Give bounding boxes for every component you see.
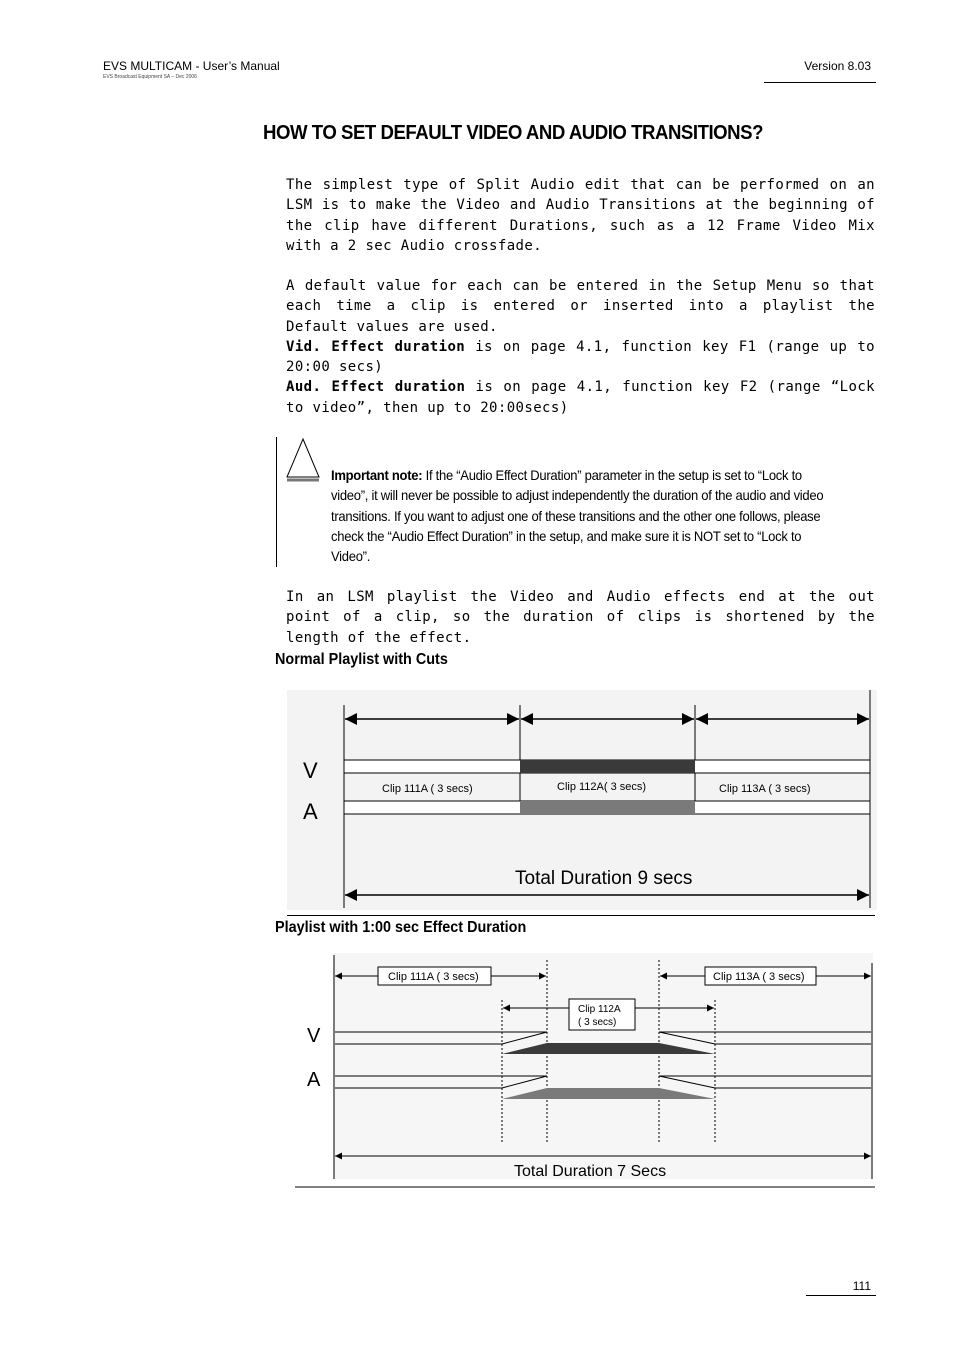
version-label: Version 8.03 [804, 59, 871, 73]
page-number: 111 [852, 1279, 871, 1293]
clip-112a-label: Clip 112A( 3 secs) [557, 781, 647, 793]
paragraph-defaults [286, 276, 875, 418]
audio-bar-clip112 [520, 801, 695, 814]
a-label-2: A [307, 1069, 321, 1091]
aud-effect-text: is on page 4.1, function key F2 (range “Lock to video”, then up to 20:00secs) [286, 379, 875, 416]
video-bar-clip112 [520, 760, 695, 773]
note-label: Important note: [331, 467, 423, 483]
note-body: If the “Audio Effect Duration” parameter in the setup is set to “Lock to video”, it will never be possible to adjust independently the duration of the audio and video transitions. If you want to adjust one of these transitions and the other one follows, please check the “Audio Effect Duration” in the setup, and make sure it is NOT set to “Lock to Video”. [331, 467, 824, 565]
clip-113a-label: Clip 113A ( 3 secs) [719, 783, 811, 795]
defaults-intro: A default value for each can be entered in the Setup Menu so that each time a clip is entered or inserted into a playlist the Default values are used. [286, 278, 875, 335]
important-note [331, 465, 838, 566]
vid-effect-text: is on page 4.1, function key F1 (range up to 20:00 secs) [286, 338, 876, 376]
header-rule [764, 82, 876, 83]
v-label: V [303, 758, 318, 783]
clip-112a-duration-2: ( 3 secs) [578, 1017, 617, 1028]
v-label-2: V [307, 1025, 321, 1047]
warning-triangle-icon [284, 437, 322, 483]
footer-rule [806, 1295, 876, 1296]
figure1-title: Normal Playlist with Cuts [275, 651, 448, 668]
figure-effect-playlist [295, 945, 875, 1188]
manual-title: EVS MULTICAM - User’s Manual [103, 59, 280, 73]
clip-113a-label-2: Clip 113A ( 3 secs) [713, 971, 805, 983]
clip-111a-label: Clip 111A ( 3 secs) [382, 783, 473, 795]
figure1-bottom-rule [287, 915, 875, 916]
aud-effect-label: Aud. Effect duration [286, 379, 466, 396]
company-line: EVS Broadcast Equipment SA – Dec 2006 [103, 74, 197, 80]
total-duration-label: Total Duration 9 secs [515, 868, 693, 889]
figure-normal-playlist [287, 690, 877, 910]
figure2-title: Playlist with 1:00 sec Effect Duration [275, 919, 527, 936]
vid-effect-label: Vid. Effect duration [286, 338, 466, 355]
paragraph-intro: The simplest type of Split Audio edit that can be performed on an LSM is to make the Video and Audio Transitions at the beginning of the clip have different Durations, such as a 12 Frame Video Mix with a 2 sec Audio crossfade. [286, 177, 875, 254]
note-side-rule [276, 437, 277, 567]
clip-112a-label-2: Clip 112A [578, 1004, 621, 1015]
paragraph-effects-end: In an LSM playlist the Video and Audio effects end at the out point of a clip, so the duration of clips is shortened by the length of the effect. [286, 589, 875, 646]
total-duration-label-2: Total Duration 7 Secs [514, 1163, 667, 1180]
section-title: HOW TO SET DEFAULT VIDEO AND AUDIO TRANSITIONS? [263, 122, 763, 144]
clip-111a-label-2: Clip 111A ( 3 secs) [388, 971, 479, 983]
a-label: A [303, 799, 318, 824]
